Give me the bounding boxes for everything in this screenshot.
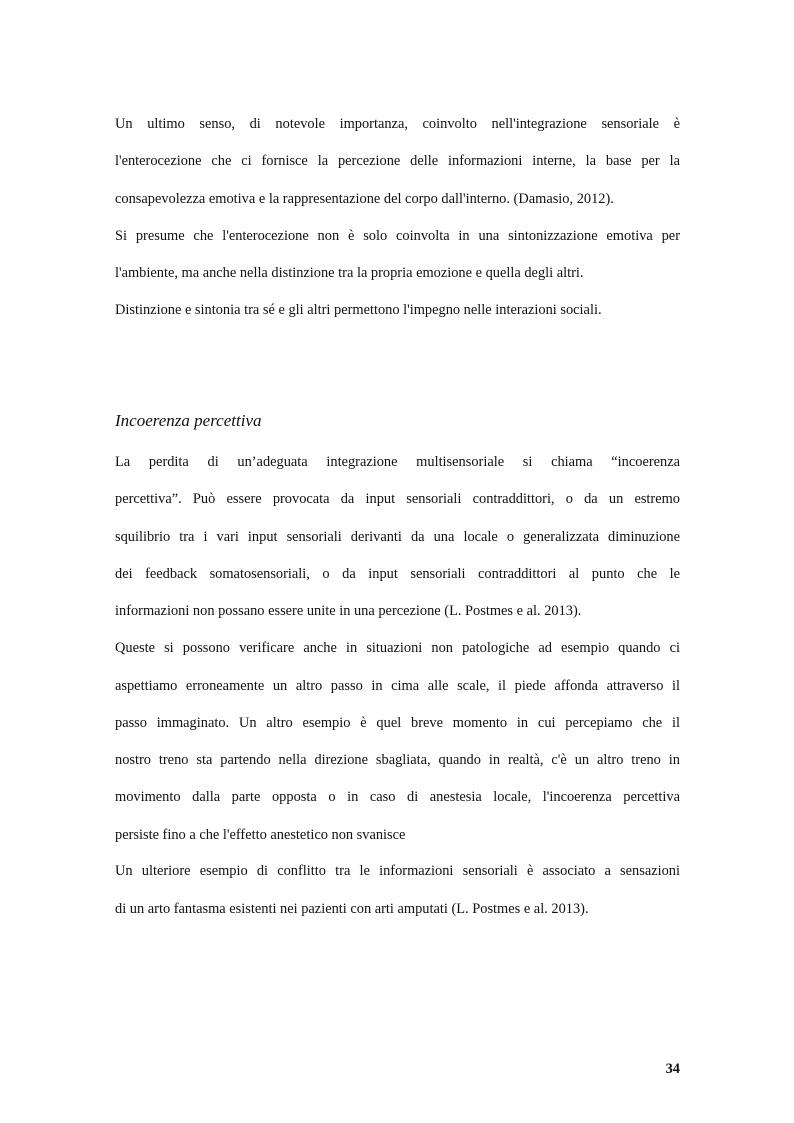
- paragraph-line: informazioni non possano essere unite in una percezione (L. Postmes e al. 2013).: [115, 603, 582, 619]
- paragraph-line: percettiva”. Può essere provocata da input sensoriali contraddittori, o da un estremo: [115, 491, 680, 507]
- paragraph-line: Un ulteriore esempio di conflitto tra le informazioni sensoriali è associato a sensazioni: [115, 863, 680, 879]
- paragraph-line: Queste si possono verificare anche in situazioni non patologiche ad esempio quando ci: [115, 640, 680, 656]
- paragraph-line: Distinzione e sintonia tra sé e gli altri permettono l'impegno nelle interazioni sociali.: [115, 302, 602, 318]
- paragraph-line: consapevolezza emotiva e la rappresentazione del corpo dall'interno. (Damasio, 2012).: [115, 191, 614, 207]
- paragraph-line: l'ambiente, ma anche nella distinzione tra la propria emozione e quella degli altri.: [115, 265, 584, 281]
- paragraph-line: nostro treno sta partendo nella direzione sbagliata, quando in realtà, c'è un altro treno in: [115, 752, 680, 768]
- page-number: 34: [665, 1061, 680, 1077]
- section-heading: Incoerenza percettiva: [115, 411, 262, 430]
- paragraph-line: Un ultimo senso, di notevole importanza, coinvolto nell'integrazione sensoriale è: [115, 116, 680, 132]
- paragraph-line: aspettiamo erroneamente un altro passo in cima alle scale, il piede affonda attraverso il: [115, 678, 680, 694]
- paragraph-line: movimento dalla parte opposta o in caso di anestesia locale, l'incoerenza percettiva: [115, 789, 680, 805]
- paragraph-line: dei feedback somatosensoriali, o da input sensoriali contraddittori al punto che le: [115, 566, 680, 582]
- paragraph-line: passo immaginato. Un altro esempio è quel breve momento in cui percepiamo che il: [115, 715, 680, 731]
- paragraph-line: persiste fino a che l'effetto anestetico non svanisce: [115, 827, 406, 843]
- paragraph-line: l'enterocezione che ci fornisce la percezione delle informazioni interne, la base per la: [115, 153, 680, 169]
- paragraph-line: La perdita di un’adeguata integrazione multisensoriale si chiama “incoerenza: [115, 454, 680, 470]
- paragraph-line: di un arto fantasma esistenti nei pazienti con arti amputati (L. Postmes e al. 2013).: [115, 901, 589, 917]
- paragraph-line: Si presume che l'enterocezione non è solo coinvolta in una sintonizzazione emotiva per: [115, 228, 680, 244]
- paragraph-line: squilibrio tra i vari input sensoriali derivanti da una locale o generalizzata diminuzione: [115, 529, 680, 545]
